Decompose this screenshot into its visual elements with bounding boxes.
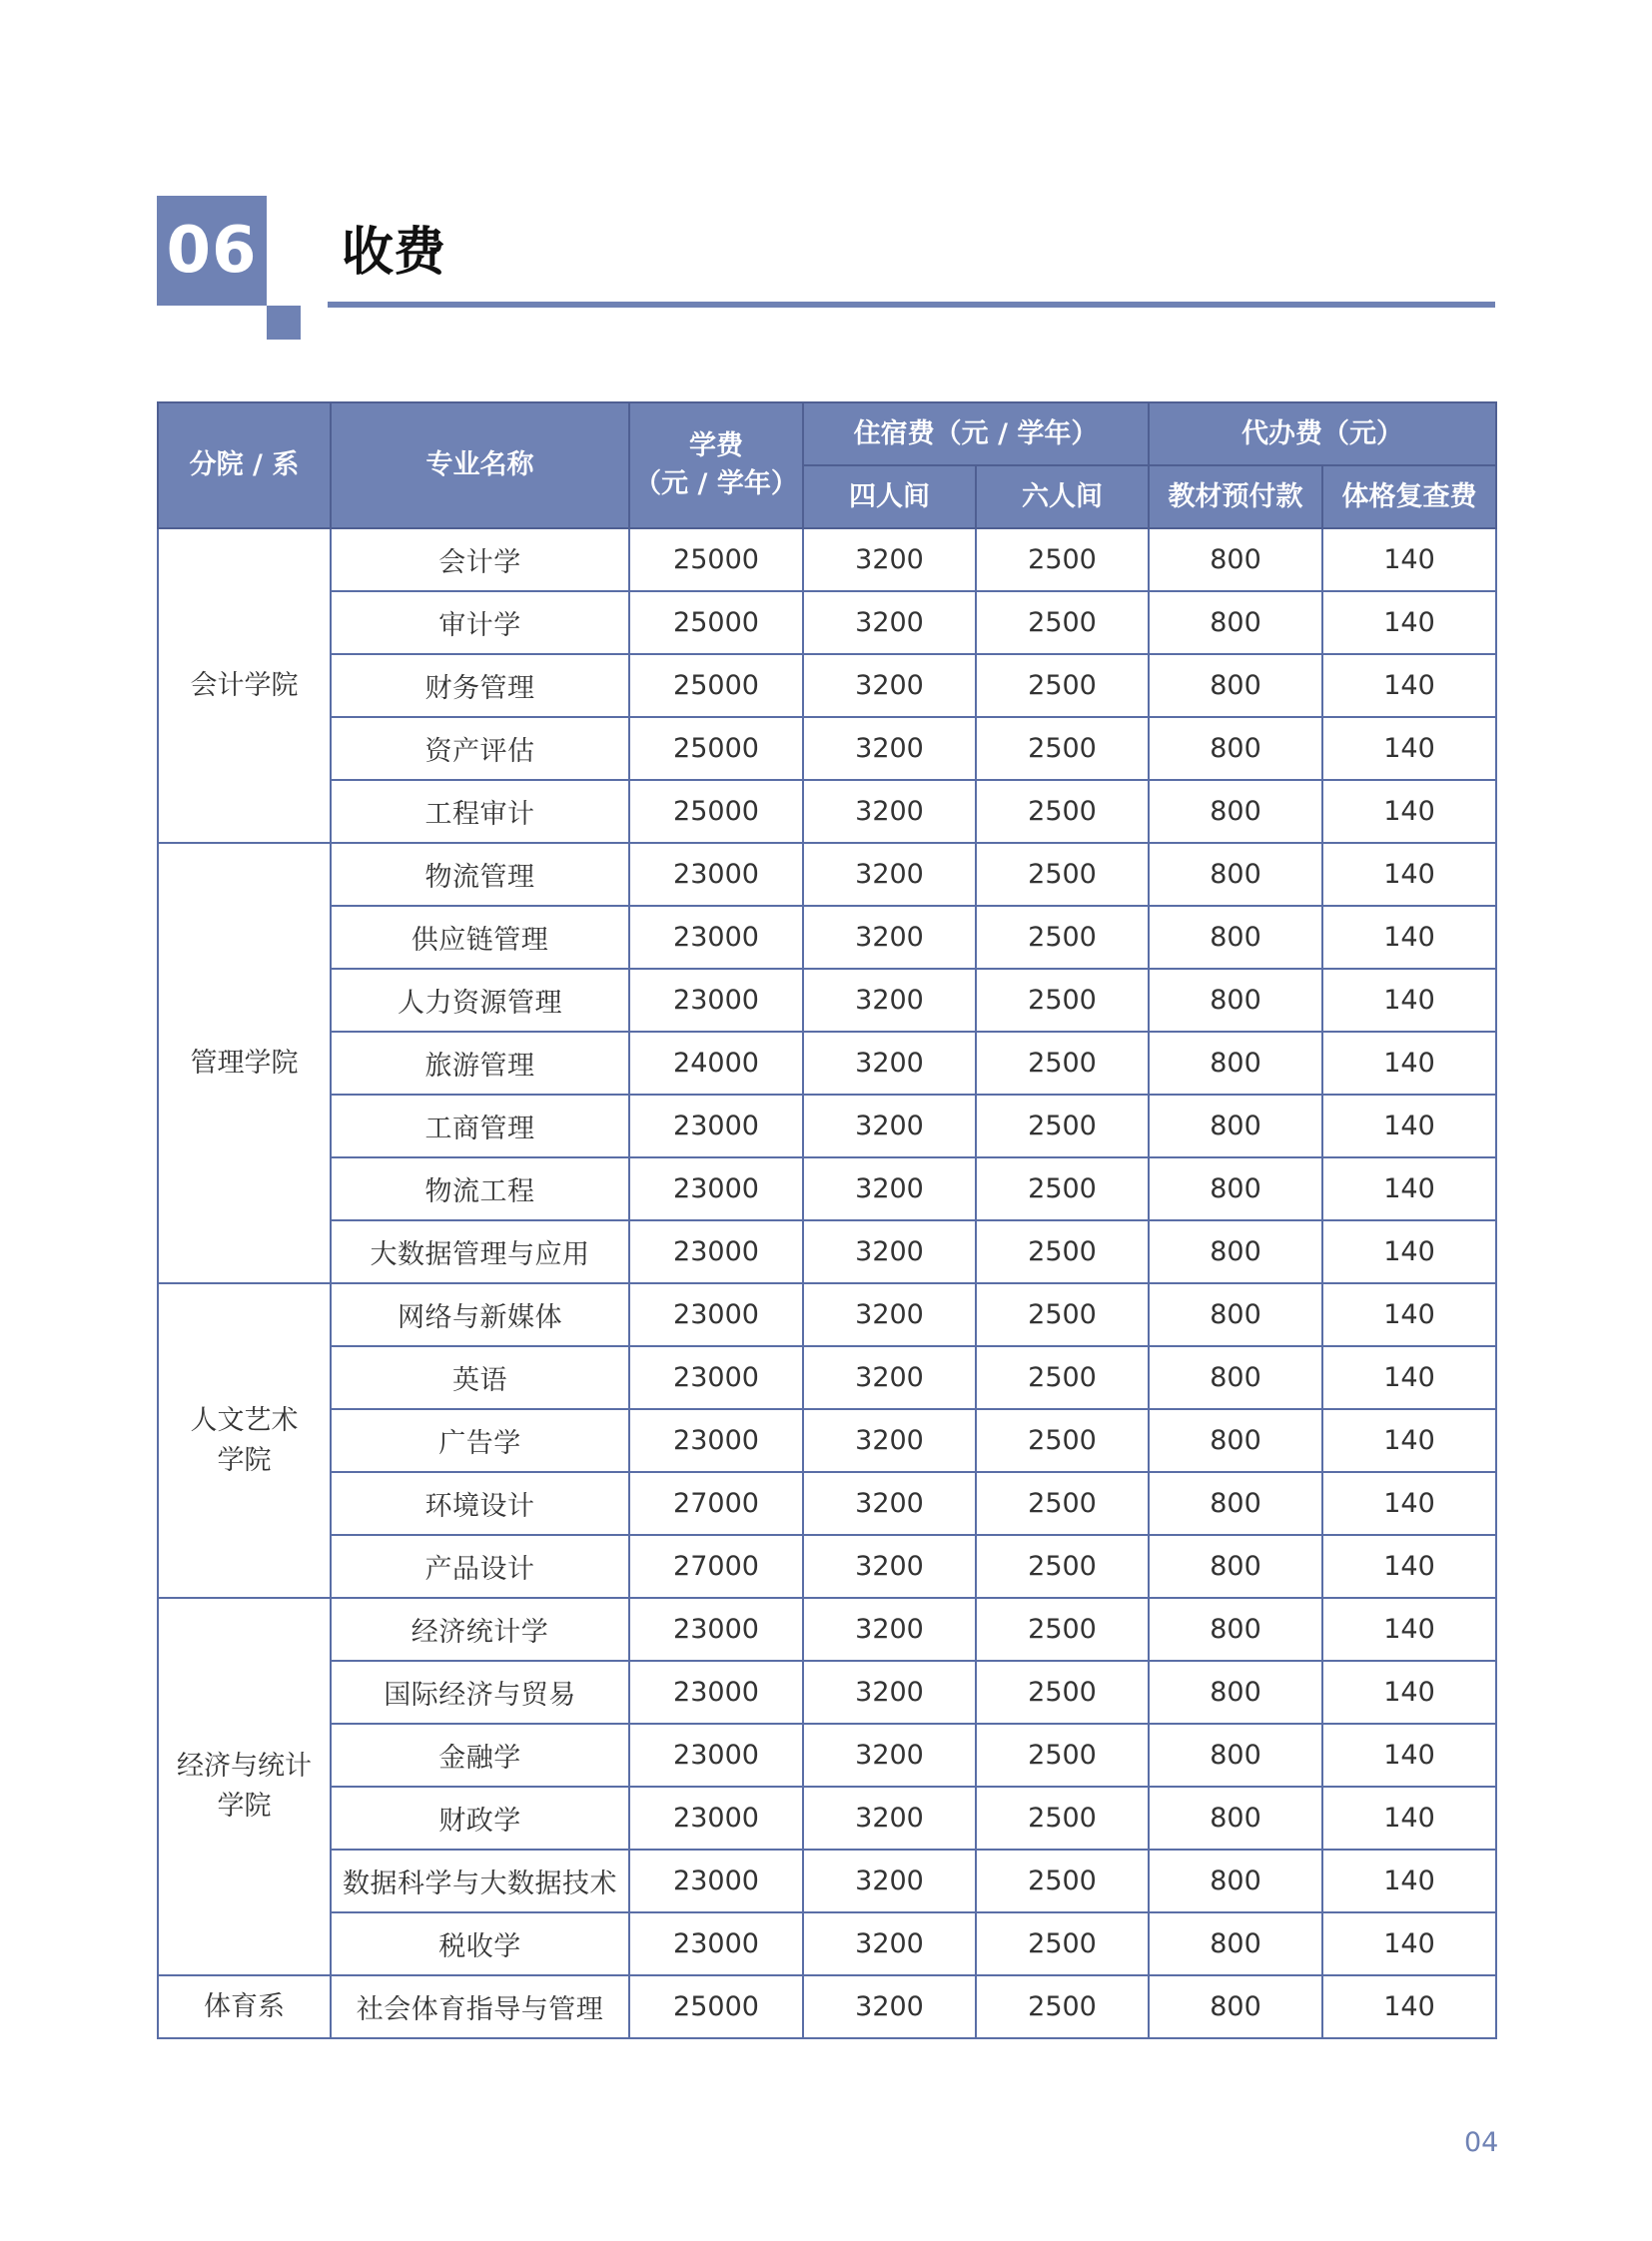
table-row <box>158 717 1496 780</box>
dorm-four-cell: 3200 <box>803 1157 976 1220</box>
dorm-six-cell: 2500 <box>976 717 1149 780</box>
table-row <box>158 969 1496 1032</box>
fee-table <box>157 401 1497 2039</box>
dorm-four-cell: 3200 <box>803 1535 976 1598</box>
dorm-six-cell: 2500 <box>976 1157 1149 1220</box>
textbook-cell: 800 <box>1149 1850 1322 1912</box>
section-title-rule <box>328 302 1495 308</box>
dorm-six-cell: 2500 <box>976 528 1149 591</box>
textbook-cell: 800 <box>1149 1095 1322 1157</box>
textbook-cell: 800 <box>1149 1157 1322 1220</box>
header-tuition-label: 学费 <box>689 430 743 461</box>
tuition-cell: 23000 <box>629 969 803 1032</box>
major-cell: 网络与新媒体 <box>331 1283 629 1346</box>
section-number: 06 <box>166 214 258 288</box>
medical-cell: 140 <box>1322 1472 1496 1535</box>
dorm-six-cell: 2500 <box>976 1472 1149 1535</box>
table-row <box>158 1095 1496 1157</box>
medical-cell: 140 <box>1322 1724 1496 1787</box>
header-dorm: 住宿费（元 / 学年） <box>803 402 1149 465</box>
table-row <box>158 1661 1496 1724</box>
header-dorm-four: 四人间 <box>803 465 976 528</box>
dorm-six-cell: 2500 <box>976 1095 1149 1157</box>
major-cell: 资产评估 <box>331 717 629 780</box>
textbook-cell: 800 <box>1149 843 1322 906</box>
dorm-six-cell: 2500 <box>976 1220 1149 1283</box>
major-cell: 环境设计 <box>331 1472 629 1535</box>
dorm-four-cell: 3200 <box>803 1912 976 1975</box>
major-cell: 税收学 <box>331 1912 629 1975</box>
dorm-six-cell: 2500 <box>976 780 1149 843</box>
header-college: 分院 / 系 <box>158 402 331 528</box>
table-row <box>158 528 1496 591</box>
tuition-cell: 23000 <box>629 843 803 906</box>
textbook-cell: 800 <box>1149 1409 1322 1472</box>
major-cell: 审计学 <box>331 591 629 654</box>
page-number: 04 <box>1464 2127 1499 2158</box>
textbook-cell: 800 <box>1149 1346 1322 1409</box>
table-row <box>158 1283 1496 1346</box>
table-row <box>158 1535 1496 1598</box>
major-cell: 经济统计学 <box>331 1598 629 1661</box>
dorm-four-cell: 3200 <box>803 843 976 906</box>
tuition-cell: 23000 <box>629 1283 803 1346</box>
textbook-cell: 800 <box>1149 1661 1322 1724</box>
header-textbook: 教材预付款 <box>1149 465 1322 528</box>
dorm-six-cell: 2500 <box>976 654 1149 717</box>
dorm-four-cell: 3200 <box>803 1787 976 1850</box>
dorm-six-cell: 2500 <box>976 1032 1149 1095</box>
dorm-four-cell: 3200 <box>803 1283 976 1346</box>
tuition-cell: 25000 <box>629 1975 803 2038</box>
major-cell: 财政学 <box>331 1787 629 1850</box>
medical-cell: 140 <box>1322 843 1496 906</box>
medical-cell: 140 <box>1322 906 1496 969</box>
medical-cell: 140 <box>1322 1787 1496 1850</box>
college-name-line: 人文艺术 <box>190 1404 299 1436</box>
textbook-cell: 800 <box>1149 1724 1322 1787</box>
major-cell: 社会体育指导与管理 <box>331 1975 629 2038</box>
tuition-cell: 25000 <box>629 528 803 591</box>
medical-cell: 140 <box>1322 1535 1496 1598</box>
dorm-four-cell: 3200 <box>803 1220 976 1283</box>
major-cell: 旅游管理 <box>331 1032 629 1095</box>
header-major: 专业名称 <box>331 402 629 528</box>
college-name-line: 学院 <box>217 1791 272 1822</box>
table-row <box>158 1472 1496 1535</box>
tuition-cell: 23000 <box>629 1787 803 1850</box>
textbook-cell: 800 <box>1149 654 1322 717</box>
medical-cell: 140 <box>1322 528 1496 591</box>
fee-table-header <box>158 402 1496 528</box>
college-name-line: 经济与统计 <box>177 1751 312 1782</box>
medical-cell: 140 <box>1322 1157 1496 1220</box>
dorm-six-cell: 2500 <box>976 1535 1149 1598</box>
dorm-four-cell: 3200 <box>803 1472 976 1535</box>
tuition-cell: 25000 <box>629 654 803 717</box>
dorm-four-cell: 3200 <box>803 1975 976 2038</box>
header-tuition <box>629 402 803 528</box>
dorm-four-cell: 3200 <box>803 1095 976 1157</box>
major-cell: 财务管理 <box>331 654 629 717</box>
tuition-cell: 24000 <box>629 1032 803 1095</box>
header-medical: 体格复查费 <box>1322 465 1496 528</box>
dorm-four-cell: 3200 <box>803 1598 976 1661</box>
college-cell: 管理学院 <box>158 843 331 1283</box>
section-number-badge <box>157 196 267 306</box>
medical-cell: 140 <box>1322 1032 1496 1095</box>
dorm-six-cell: 2500 <box>976 1975 1149 2038</box>
dorm-six-cell: 2500 <box>976 1850 1149 1912</box>
tuition-cell: 23000 <box>629 1724 803 1787</box>
major-cell: 物流工程 <box>331 1157 629 1220</box>
fee-table-body <box>158 528 1496 2038</box>
dorm-six-cell: 2500 <box>976 1409 1149 1472</box>
tuition-cell: 25000 <box>629 717 803 780</box>
table-row <box>158 1598 1496 1661</box>
college-cell: 会计学院 <box>158 528 331 843</box>
tuition-cell: 23000 <box>629 1409 803 1472</box>
dorm-four-cell: 3200 <box>803 969 976 1032</box>
dorm-six-cell: 2500 <box>976 1598 1149 1661</box>
tuition-cell: 23000 <box>629 1661 803 1724</box>
header-agency: 代办费（元） <box>1149 402 1496 465</box>
dorm-four-cell: 3200 <box>803 1346 976 1409</box>
medical-cell: 140 <box>1322 1661 1496 1724</box>
major-cell: 供应链管理 <box>331 906 629 969</box>
medical-cell: 140 <box>1322 1598 1496 1661</box>
dorm-six-cell: 2500 <box>976 1724 1149 1787</box>
dorm-four-cell: 3200 <box>803 654 976 717</box>
textbook-cell: 800 <box>1149 1535 1322 1598</box>
tuition-cell: 25000 <box>629 591 803 654</box>
medical-cell: 140 <box>1322 1283 1496 1346</box>
tuition-cell: 23000 <box>629 1157 803 1220</box>
table-row <box>158 1409 1496 1472</box>
table-row <box>158 1157 1496 1220</box>
table-row <box>158 1032 1496 1095</box>
tuition-cell: 25000 <box>629 780 803 843</box>
textbook-cell: 800 <box>1149 1598 1322 1661</box>
dorm-four-cell: 3200 <box>803 1850 976 1912</box>
dorm-four-cell: 3200 <box>803 1724 976 1787</box>
section-title: 收费 <box>342 223 446 283</box>
medical-cell: 140 <box>1322 969 1496 1032</box>
medical-cell: 140 <box>1322 654 1496 717</box>
dorm-four-cell: 3200 <box>803 528 976 591</box>
dorm-six-cell: 2500 <box>976 843 1149 906</box>
dorm-six-cell: 2500 <box>976 906 1149 969</box>
dorm-six-cell: 2500 <box>976 1661 1149 1724</box>
major-cell: 工商管理 <box>331 1095 629 1157</box>
medical-cell: 140 <box>1322 1912 1496 1975</box>
major-cell: 物流管理 <box>331 843 629 906</box>
medical-cell: 140 <box>1322 1220 1496 1283</box>
college-cell <box>158 1598 331 1975</box>
table-row <box>158 906 1496 969</box>
dorm-four-cell: 3200 <box>803 591 976 654</box>
section-badge-accent <box>267 306 301 340</box>
dorm-four-cell: 3200 <box>803 1032 976 1095</box>
tuition-cell: 23000 <box>629 1346 803 1409</box>
medical-cell: 140 <box>1322 1975 1496 2038</box>
major-cell: 英语 <box>331 1346 629 1409</box>
medical-cell: 140 <box>1322 591 1496 654</box>
college-cell: 体育系 <box>158 1975 331 2038</box>
medical-cell: 140 <box>1322 1850 1496 1912</box>
textbook-cell: 800 <box>1149 528 1322 591</box>
table-row <box>158 1975 1496 2038</box>
table-row <box>158 780 1496 843</box>
major-cell: 金融学 <box>331 1724 629 1787</box>
header-dorm-six: 六人间 <box>976 465 1149 528</box>
dorm-four-cell: 3200 <box>803 1661 976 1724</box>
medical-cell: 140 <box>1322 1095 1496 1157</box>
textbook-cell: 800 <box>1149 969 1322 1032</box>
major-cell: 工程审计 <box>331 780 629 843</box>
textbook-cell: 800 <box>1149 1032 1322 1095</box>
table-row <box>158 1787 1496 1850</box>
table-row <box>158 591 1496 654</box>
textbook-cell: 800 <box>1149 1912 1322 1975</box>
tuition-cell: 23000 <box>629 1598 803 1661</box>
table-row <box>158 1346 1496 1409</box>
textbook-cell: 800 <box>1149 1787 1322 1850</box>
dorm-six-cell: 2500 <box>976 1346 1149 1409</box>
textbook-cell: 800 <box>1149 780 1322 843</box>
dorm-six-cell: 2500 <box>976 1283 1149 1346</box>
table-row <box>158 654 1496 717</box>
major-cell: 广告学 <box>331 1409 629 1472</box>
major-cell: 会计学 <box>331 528 629 591</box>
medical-cell: 140 <box>1322 1409 1496 1472</box>
major-cell: 人力资源管理 <box>331 969 629 1032</box>
medical-cell: 140 <box>1322 1346 1496 1409</box>
dorm-four-cell: 3200 <box>803 906 976 969</box>
college-name-line: 学院 <box>217 1444 272 1476</box>
table-row <box>158 1724 1496 1787</box>
tuition-cell: 23000 <box>629 1912 803 1975</box>
table-row <box>158 1912 1496 1975</box>
college-cell <box>158 1283 331 1598</box>
textbook-cell: 800 <box>1149 717 1322 780</box>
tuition-cell: 23000 <box>629 1220 803 1283</box>
textbook-cell: 800 <box>1149 906 1322 969</box>
dorm-six-cell: 2500 <box>976 591 1149 654</box>
dorm-four-cell: 3200 <box>803 780 976 843</box>
table-row <box>158 1220 1496 1283</box>
tuition-cell: 23000 <box>629 1095 803 1157</box>
dorm-six-cell: 2500 <box>976 1787 1149 1850</box>
tuition-cell: 27000 <box>629 1535 803 1598</box>
dorm-six-cell: 2500 <box>976 969 1149 1032</box>
major-cell: 国际经济与贸易 <box>331 1661 629 1724</box>
dorm-six-cell: 2500 <box>976 1912 1149 1975</box>
major-cell: 产品设计 <box>331 1535 629 1598</box>
header-tuition-unit: （元 / 学年） <box>634 468 798 499</box>
medical-cell: 140 <box>1322 780 1496 843</box>
table-row <box>158 843 1496 906</box>
tuition-cell: 23000 <box>629 906 803 969</box>
table-row <box>158 1850 1496 1912</box>
tuition-cell: 27000 <box>629 1472 803 1535</box>
major-cell: 大数据管理与应用 <box>331 1220 629 1283</box>
textbook-cell: 800 <box>1149 1283 1322 1346</box>
textbook-cell: 800 <box>1149 1220 1322 1283</box>
dorm-four-cell: 3200 <box>803 717 976 780</box>
dorm-four-cell: 3200 <box>803 1409 976 1472</box>
textbook-cell: 800 <box>1149 1472 1322 1535</box>
textbook-cell: 800 <box>1149 591 1322 654</box>
medical-cell: 140 <box>1322 717 1496 780</box>
tuition-cell: 23000 <box>629 1850 803 1912</box>
major-cell: 数据科学与大数据技术 <box>331 1850 629 1912</box>
textbook-cell: 800 <box>1149 1975 1322 2038</box>
